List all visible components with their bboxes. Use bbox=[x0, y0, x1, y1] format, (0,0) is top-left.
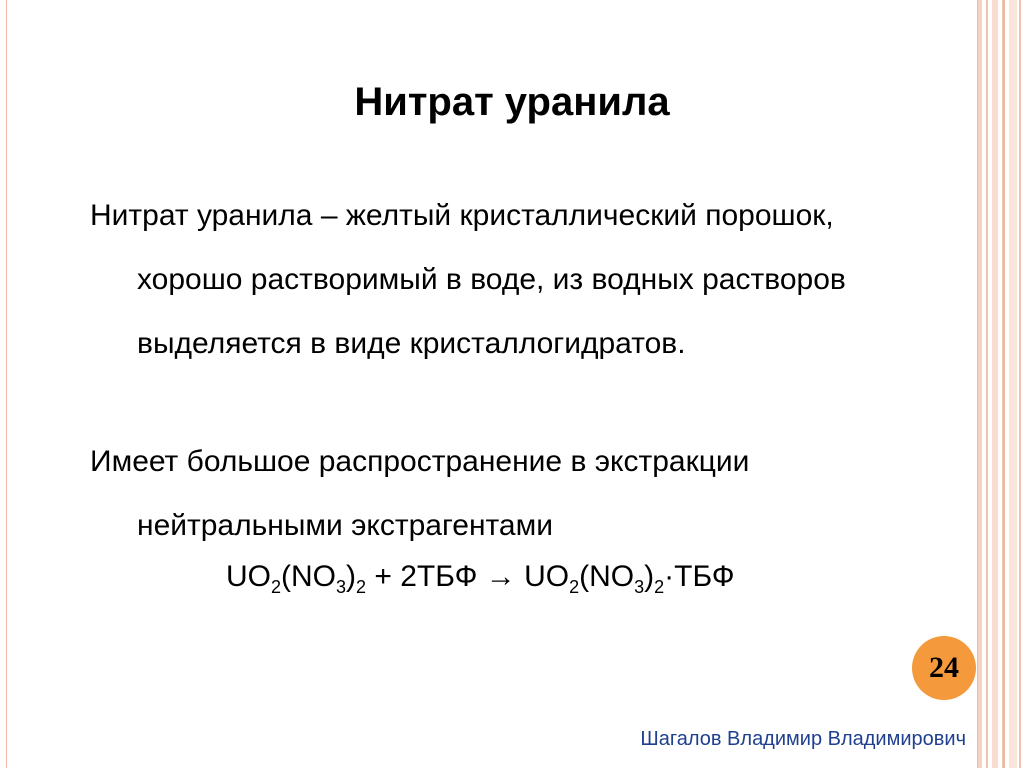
equation-text: ·ТБФ bbox=[664, 560, 735, 593]
equation-text: + 2ТБФ → UO bbox=[366, 560, 570, 593]
equation-text: UO bbox=[226, 560, 271, 593]
paragraph-line: хорошо растворимый в воде, из водных растворов bbox=[137, 263, 846, 296]
paragraph-line: выделяется в виде кристаллогидратов. bbox=[137, 327, 686, 360]
paragraph-line: нейтральными экстрагентами bbox=[137, 509, 553, 542]
paragraph-description bbox=[90, 184, 970, 376]
equation-subscript: 2 bbox=[356, 577, 367, 597]
slide-title: Нитрат уранила bbox=[354, 80, 670, 124]
equation-text: (NO bbox=[281, 560, 337, 593]
equation-subscript: 2 bbox=[271, 577, 282, 597]
paragraph-extraction bbox=[90, 430, 970, 558]
page-number-badge: 24 bbox=[912, 636, 976, 700]
equation-subscript: 3 bbox=[634, 577, 645, 597]
equation-text: ) bbox=[346, 560, 357, 593]
paragraph-line: Нитрат уранила – желтый кристаллический порошок, bbox=[90, 199, 834, 232]
equation-subscript: 3 bbox=[336, 577, 347, 597]
equation-subscript: 2 bbox=[654, 577, 665, 597]
equation-text: (NO bbox=[579, 560, 635, 593]
author-footer: Шагалов Владимир Владимирович bbox=[640, 728, 966, 750]
chemical-equation bbox=[226, 560, 735, 597]
equation-subscript: 2 bbox=[569, 577, 580, 597]
equation-text: ) bbox=[644, 560, 655, 593]
paragraph-line: Имеет большое распространение в экстракции bbox=[90, 445, 750, 478]
